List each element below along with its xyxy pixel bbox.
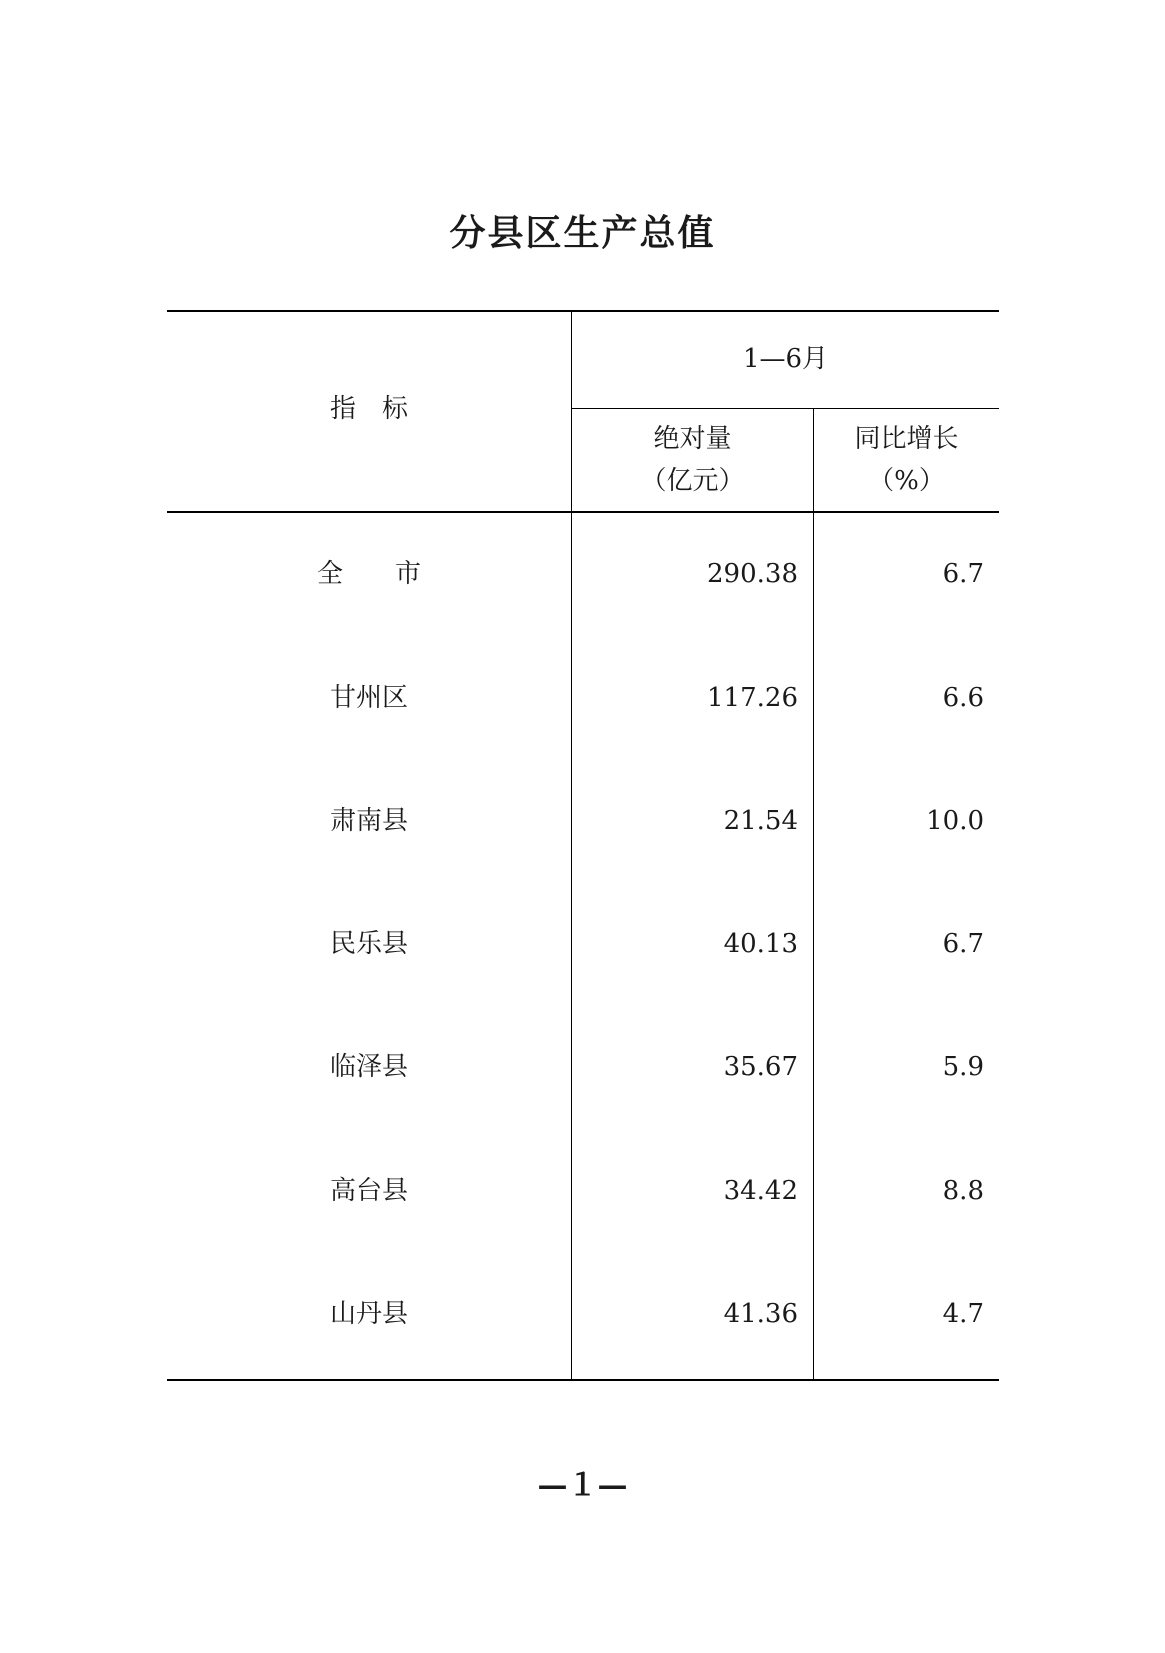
row-value: 290.38 — [707, 559, 798, 589]
value-header-unit: （亿元） — [640, 466, 745, 496]
period-header: 1—6月 — [742, 344, 829, 374]
row-name: 肃南县 — [329, 806, 408, 836]
growth-header — [814, 418, 999, 502]
column-divider-2 — [813, 408, 814, 1380]
row-growth: 10.0 — [926, 806, 984, 836]
row-name: 临泽县 — [329, 1052, 408, 1082]
row-name: 山丹县 — [329, 1299, 408, 1329]
row-value: 40.13 — [723, 929, 798, 959]
value-header — [572, 418, 813, 502]
row-name: 高台县 — [329, 1176, 408, 1206]
value-header-label: 绝对量 — [653, 424, 732, 454]
row-header: 指 标 — [329, 394, 408, 424]
row-growth: 4.7 — [942, 1299, 984, 1329]
row-name: 全 市 — [316, 559, 421, 589]
row-growth: 6.7 — [942, 559, 984, 589]
row-value: 21.54 — [723, 806, 798, 836]
period-divider — [572, 408, 999, 409]
row-name: 甘州区 — [329, 683, 408, 713]
growth-header-label: 同比增长 — [854, 424, 959, 454]
row-value: 117.26 — [707, 683, 798, 713]
row-growth: 8.8 — [942, 1176, 984, 1206]
growth-header-unit: （%） — [868, 466, 945, 496]
page-title: 分县区生产总值 — [449, 213, 716, 254]
row-growth: 6.7 — [942, 929, 984, 959]
row-value: 35.67 — [723, 1052, 798, 1082]
row-value: 34.42 — [723, 1176, 798, 1206]
row-growth: 6.6 — [942, 683, 984, 713]
table-top-border — [167, 310, 999, 312]
table-bottom-border — [167, 1379, 999, 1381]
row-name: 民乐县 — [329, 929, 408, 959]
gdp-table — [167, 310, 999, 1379]
row-growth: 5.9 — [942, 1052, 984, 1082]
header-bottom-border — [167, 511, 999, 513]
page-number: —１— — [537, 1468, 628, 1503]
row-value: 41.36 — [723, 1299, 798, 1329]
